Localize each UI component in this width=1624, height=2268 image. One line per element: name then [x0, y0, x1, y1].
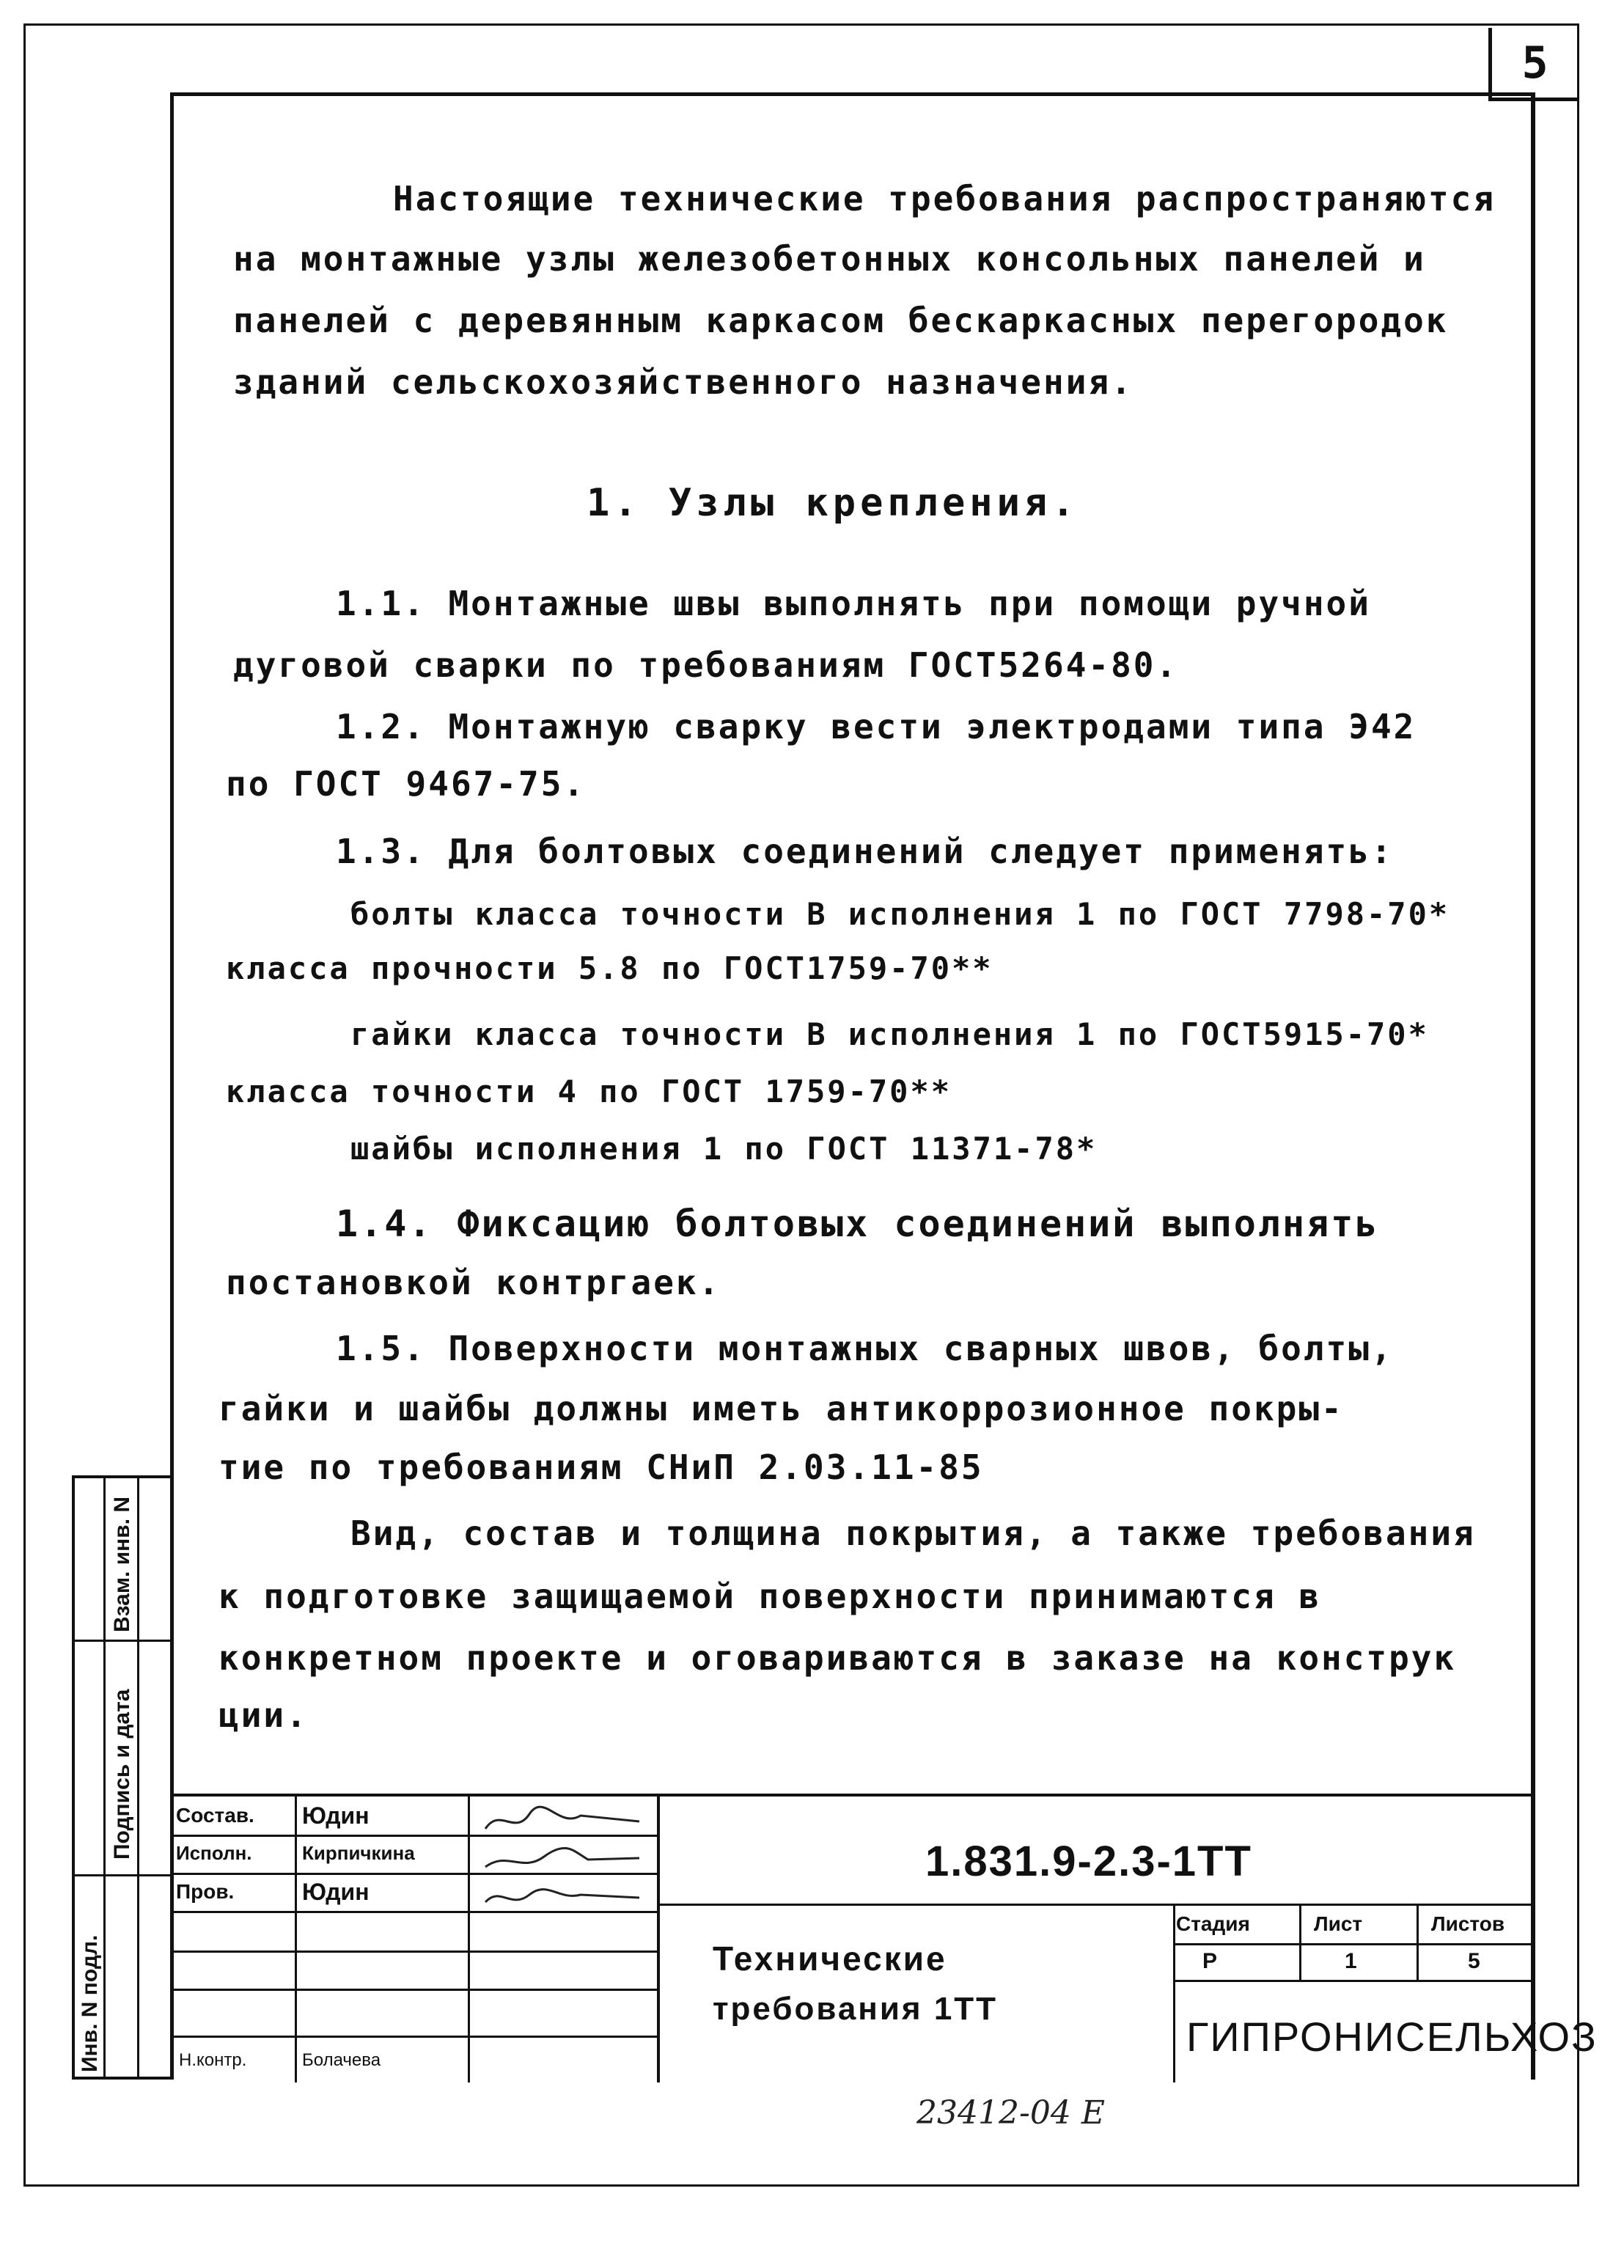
body-line: гайки и шайбы должны иметь антикоррозионное покры- [218, 1389, 1344, 1428]
body-line: класса точности 4 по ГОСТ 1759-70** [226, 1074, 952, 1109]
intro-line-3: панелей с деревянным каркасом бескаркасных перегородок [233, 301, 1449, 340]
title-block [170, 1794, 1598, 2080]
inventory-number: 23412-04 Е [916, 2094, 1105, 2132]
stage-value: Р [1202, 1949, 1218, 1973]
body-line: Вид, состав и толщина покрытия, а также требования [350, 1513, 1476, 1553]
document-title-line2: требования 1ТТ [713, 1991, 999, 2027]
name-norm-control: Болачева [302, 2050, 381, 2070]
section-title: 1. Узлы крепления. [587, 481, 1079, 525]
side-label-inv-orig: Инв. N подл. [78, 1934, 102, 2072]
body-line: постановкой контргаек. [226, 1263, 721, 1302]
body-line: дуговой сварки по требованиям ГОСТ5264-80. [233, 645, 1179, 685]
side-stamp [72, 1475, 170, 2080]
body-line: конкретном проекте и оговариваются в заказе на конструк [218, 1638, 1457, 1678]
body-line: 1.3. Для болтовых соединений следует применять: [336, 832, 1394, 871]
body-line: шайбы исполнения 1 по ГОСТ 11371-78* [350, 1131, 1098, 1167]
page-number: 5 [1488, 28, 1578, 101]
name-composed: Юдин [302, 1802, 370, 1829]
signatures [471, 1799, 654, 2034]
intro-line-1: Настоящие технические требования распространяются [393, 179, 1496, 219]
role-composed: Состав. [176, 1804, 254, 1827]
organization: ГИПРОНИСЕЛЬХОЗ [1186, 2014, 1598, 2060]
sheets-value: 5 [1468, 1949, 1480, 1973]
body-line: тие по требованиям СНиП 2.03.11-85 [218, 1447, 984, 1487]
sheet-label: Лист [1314, 1912, 1363, 1935]
side-label-replaced-inv: Взам. инв. N [110, 1496, 134, 1632]
body-line: болты класса точности В исполнения 1 по ГОСТ 7798-70* [350, 896, 1450, 932]
intro-line-2: на монтажные узлы железобетонных консольных панелей и [233, 239, 1426, 279]
body-line: к подготовке защищаемой поверхности принимаются в [218, 1577, 1322, 1616]
sheet-value: 1 [1345, 1949, 1357, 1973]
name-executor: Кирпичкина [302, 1842, 415, 1864]
body-line: 1.5. Поверхности монтажных сварных швов, болты, [336, 1329, 1394, 1368]
stage-label: Стадия [1176, 1912, 1250, 1935]
sheets-label: Листов [1431, 1912, 1505, 1935]
role-executor: Исполн. [176, 1842, 252, 1864]
body-line: по ГОСТ 9467-75. [226, 764, 587, 804]
body-line: 1.4. Фиксацию болтовых соединений выполнять [336, 1203, 1380, 1245]
side-label-signature-date: Подпись и дата [110, 1689, 134, 1860]
body-line: класса прочности 5.8 по ГОСТ1759-70** [226, 950, 993, 986]
intro-line-4: зданий сельскохозяйственного назначения. [233, 362, 1134, 402]
body-line: гайки класса точности В исполнения 1 по ГОСТ5915-70* [350, 1016, 1429, 1052]
role-checked: Пров. [176, 1880, 235, 1903]
document-title-line1: Технические [713, 1939, 947, 1978]
body-line: 1.1. Монтажные швы выполнять при помощи ручной [336, 584, 1371, 623]
document-code: 1.831.9-2.3-1ТТ [925, 1838, 1252, 1885]
role-norm-control: Н.контр. [179, 2050, 247, 2070]
name-checked: Юдин [302, 1879, 370, 1905]
body-line: 1.2. Монтажную сварку вести электродами типа Э42 [336, 707, 1417, 746]
body-line: ции. [218, 1695, 309, 1735]
